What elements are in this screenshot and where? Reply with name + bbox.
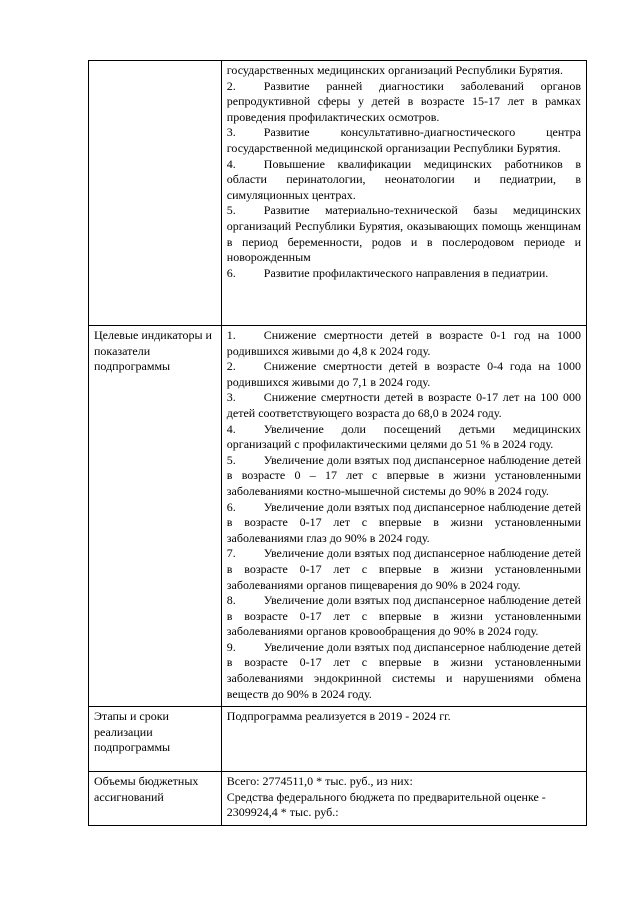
tasks-row-content: [221, 61, 586, 326]
list-item: 9. Увеличение доли взятых под диспансерное наблюдение детей в возрасте 0-17 лет с впервые в жизни установленными заболеваниями эндокринной системы и нарушениями обмена веществ до 90% в 2024 году.: [226, 639, 581, 701]
budget-row-label: Объемы бюджетных ассигнований: [89, 772, 222, 826]
timeline-text: Подпрограмма реализуется в 2019 - 2024 гг.: [226, 709, 451, 724]
timeline-row: [89, 707, 587, 772]
budget-total-text: Всего: 2774511,0 * тыс. руб., из них:: [226, 774, 413, 789]
indicators-row-label: Целевые индикаторы и показатели подпрограммы: [89, 326, 222, 707]
list-item: 6. Увеличение доли взятых под диспансерное наблюдение детей в возрасте 0-17 лет с впервые в жизни установленными заболеваниями глаз до 90% в 2024 году.: [226, 499, 581, 545]
indicators-row-content: [221, 326, 586, 707]
list-item: 3. Развитие консультативно-диагностического центра государственной медицинской организации Республики Бурятия.: [226, 125, 581, 155]
tasks-continuation-text: государственных медицинских организаций Республики Бурятия.: [226, 63, 564, 77]
budget-federal-text: Средства федерального бюджета по предварительной оценке - 2309924,4 * тыс. руб.:: [226, 789, 546, 820]
list-item: 6. Развитие профилактического направления в педиатрии.: [226, 265, 549, 280]
subprogram-passport-table: [88, 60, 587, 826]
list-item: 7. Увеличение доли взятых под диспансерное наблюдение детей в возрасте 0-17 лет с впервые в жизни установленными заболеваниями органов пищеварения до 90% в 2024 году.: [226, 546, 581, 592]
tasks-row-label: [89, 61, 222, 326]
budget-row: [89, 772, 587, 826]
list-item: 3. Снижение смертности детей в возрасте 0-17 лет на 100 000 детей соответствующего возраста до 68,0 в 2024 году.: [226, 390, 581, 420]
list-item: 5. Развитие материально-технической базы медицинских организаций Республики Бурятия, оказывающих помощь женщинам в период беременности, родов и в послеродовом периоде и новорожденным: [226, 203, 581, 265]
indicators-row: [89, 326, 587, 707]
timeline-row-label: Этапы и сроки реализации подпрограммы: [89, 707, 222, 772]
list-item: 8. Увеличение доли взятых под диспансерное наблюдение детей в возрасте 0-17 лет с впервые в жизни установленными заболеваниями органов кровообращения до 90% в 2024 году.: [226, 593, 581, 639]
list-item: 2. Снижение смертности детей в возрасте 0-4 года на 1000 родившихся живыми до 7,1 в 2024 году.: [226, 359, 581, 389]
list-item: 4. Увеличение доли посещений детьми медицинских организаций с профилактическими целями до 51 % в 2024 году.: [226, 421, 581, 452]
timeline-row-content: [221, 707, 586, 772]
list-item: 2. Развитие ранней диагностики заболеваний органов репродуктивной сферы у детей в возрасте 15-17 лет в рамках проведения профилактических осмотров.: [226, 78, 581, 124]
document-page: [88, 60, 587, 826]
list-item: 5. Увеличение доли взятых под диспансерное наблюдение детей в возрасте 0 – 17 лет с впервые в жизни установленными заболеваниями костно-мышечной системы до 90% в 2024 году.: [226, 452, 581, 498]
list-item: 4. Повышение квалификации медицинских работников в области перинатологии, неонатологии и педиатрии, в симуляционных центрах.: [226, 156, 581, 202]
budget-row-content: [221, 772, 586, 826]
list-item: 1. Снижение смертности детей в возрасте 0-1 год на 1000 родившихся живыми до 4,8 к 2024 году.: [226, 328, 581, 358]
tasks-row: [89, 61, 587, 326]
